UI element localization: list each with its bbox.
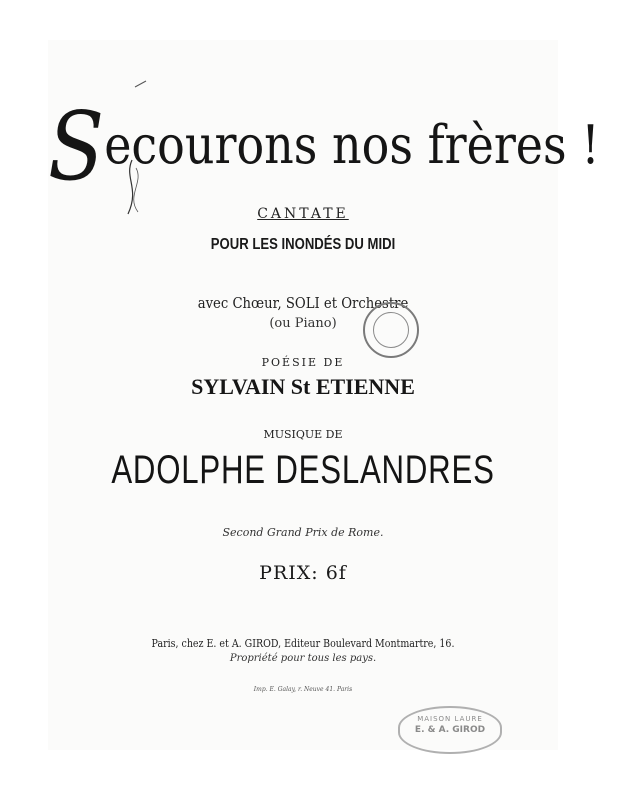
- composer-distinction: Second Grand Prix de Rome.: [222, 526, 384, 539]
- subtitle: CANTATE: [257, 206, 349, 222]
- printer-line: Imp. E. Galay, r. Neuve 41. Paris: [253, 686, 353, 693]
- poetry-label: POÉSIE DE: [261, 356, 345, 369]
- alternate-scoring: (ou Piano): [269, 316, 337, 331]
- stamp-line-1: MAISON LAURE: [417, 715, 483, 723]
- publisher-stamp: [398, 706, 502, 754]
- poet-name: SYLVAIN St ETIENNE: [191, 374, 415, 399]
- library-seal: [363, 302, 419, 358]
- stamp-line-2: E. & A. GIROD: [414, 725, 486, 735]
- music-label: MUSIQUE DE: [263, 428, 343, 441]
- rights-line: Propriété pour tous les pays.: [229, 653, 377, 664]
- title-rest: ecourons nos frères !: [104, 113, 600, 176]
- dedication: POUR LES INONDÉS DU MIDI: [210, 236, 396, 253]
- pencil-mark: [134, 80, 148, 88]
- price: PRIX: 6f: [259, 562, 347, 584]
- title-initial: S: [48, 92, 105, 203]
- publisher-line: Paris, chez E. et A. GIROD, Editeur Boulevard Montmartre, 16.: [151, 637, 455, 650]
- sheet-music-cover: [48, 40, 600, 750]
- composer-name: ADOLPHE DESLANDRES: [111, 448, 495, 492]
- scoring: avec Chœur, SOLI et Orchestre: [197, 294, 409, 312]
